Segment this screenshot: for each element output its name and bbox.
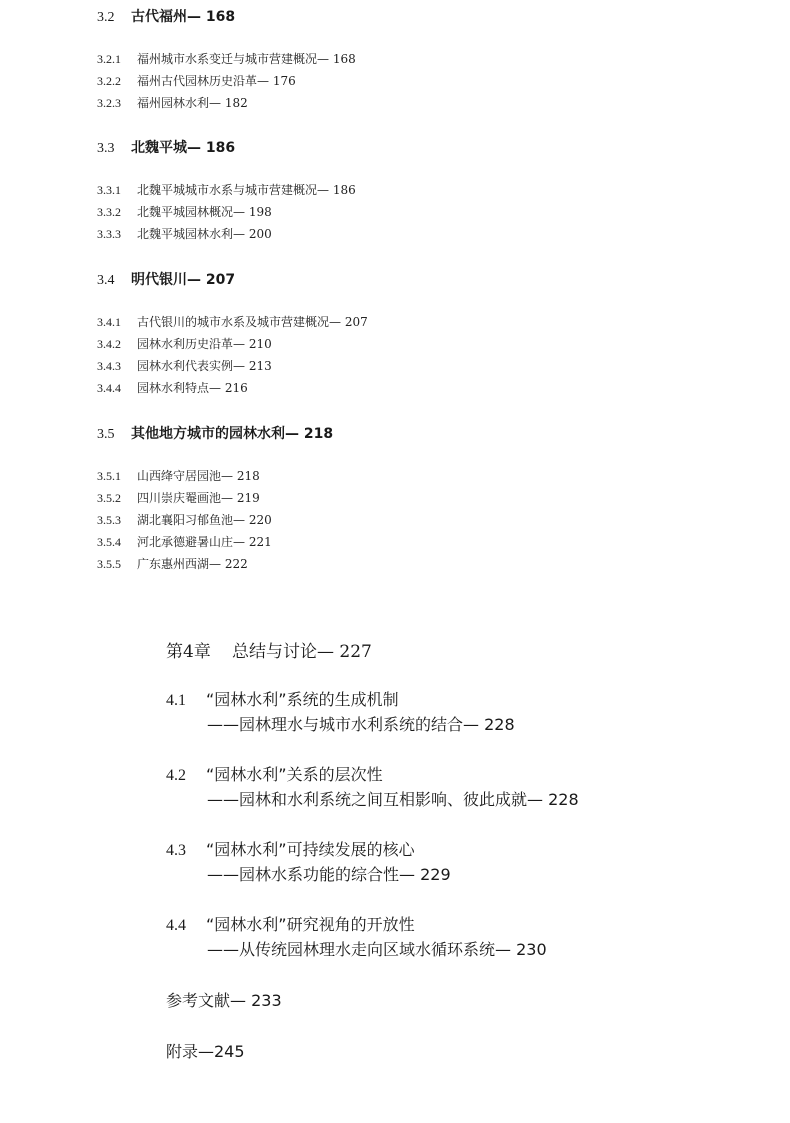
chapter-title: 总结与讨论— 227 <box>232 642 372 662</box>
toc-section-4-2[interactable] <box>166 762 383 785</box>
section-number: 3.5 <box>97 427 115 442</box>
toc-section-3-4[interactable] <box>97 269 235 289</box>
toc-item-3-5-2[interactable] <box>97 489 260 506</box>
toc-section-3-5[interactable] <box>97 423 333 443</box>
item-title: 河北承德避暑山庄— 221 <box>137 535 272 549</box>
item-number: 3.4.2 <box>97 337 121 351</box>
section-title: 其他地方城市的园林水利— 218 <box>131 426 334 442</box>
item-number: 3.5.1 <box>97 469 121 483</box>
item-number: 3.3.3 <box>97 227 121 241</box>
item-title: 广东惠州西湖— 222 <box>137 557 248 571</box>
item-number: 3.3.1 <box>97 183 121 197</box>
item-number: 3.5.3 <box>97 513 121 527</box>
toc-item-3-4-3[interactable] <box>97 357 272 374</box>
section-title: “园林水利”可持续发展的核心 <box>206 840 415 859</box>
item-number: 3.4.4 <box>97 381 121 395</box>
toc-section-4-4-subtitle: ——从传统园林理水走向区域水循环系统— 230 <box>207 940 547 959</box>
section-number: 3.2 <box>97 10 115 25</box>
toc-item-3-5-5[interactable] <box>97 555 248 572</box>
chapter-label: 第4章 <box>166 642 211 662</box>
toc-item-3-4-2[interactable] <box>97 335 272 352</box>
toc-section-4-3-subtitle: ——园林水系功能的综合性— 229 <box>207 865 451 884</box>
toc-item-3-2-3[interactable] <box>97 94 248 111</box>
item-title: 古代银川的城市水系及城市营建概况— 207 <box>137 315 368 329</box>
toc-references[interactable]: 参考文献— 233 <box>166 991 282 1010</box>
toc-item-3-3-1[interactable] <box>97 181 356 198</box>
section-title: “园林水利”系统的生成机制 <box>206 690 399 709</box>
toc-item-3-2-1[interactable] <box>97 50 356 67</box>
toc-section-4-1-subtitle: ——园林理水与城市水利系统的结合— 228 <box>207 715 515 734</box>
item-title: 四川崇庆罨画池— 219 <box>137 491 260 505</box>
item-title: 北魏平城园林水利— 200 <box>137 227 272 241</box>
section-number: 3.4 <box>97 273 115 288</box>
toc-section-4-2-subtitle: ——园林和水利系统之间互相影响、彼此成就— 228 <box>207 790 579 809</box>
section-title: “园林水利”研究视角的开放性 <box>206 915 415 934</box>
toc-section-3-3[interactable] <box>97 137 235 157</box>
toc-item-3-5-4[interactable] <box>97 533 272 550</box>
item-title: 园林水利历史沿革— 210 <box>137 337 272 351</box>
toc-item-3-3-3[interactable] <box>97 225 272 242</box>
toc-item-3-4-4[interactable] <box>97 379 248 396</box>
section-title: “园林水利”关系的层次性 <box>206 765 383 784</box>
toc-item-3-2-2[interactable] <box>97 72 296 89</box>
section-number: 4.3 <box>166 842 186 859</box>
section-number: 4.4 <box>166 917 186 934</box>
section-title: 明代银川— 207 <box>131 272 236 288</box>
item-number: 3.2.3 <box>97 96 121 110</box>
toc-section-3-2[interactable] <box>97 6 235 26</box>
toc-section-4-4[interactable] <box>166 912 415 935</box>
item-number: 3.2.2 <box>97 74 121 88</box>
section-number: 3.3 <box>97 141 115 156</box>
item-number: 3.4.3 <box>97 359 121 373</box>
item-number: 3.3.2 <box>97 205 121 219</box>
item-title: 北魏平城园林概况— 198 <box>137 205 272 219</box>
section-number: 4.2 <box>166 767 186 784</box>
section-title: 古代福州— 168 <box>131 9 236 25</box>
item-number: 3.5.2 <box>97 491 121 505</box>
toc-appendix[interactable]: 附录—245 <box>166 1042 245 1061</box>
item-number: 3.2.1 <box>97 52 121 66</box>
item-number: 3.5.5 <box>97 557 121 571</box>
toc-section-4-1[interactable] <box>166 687 399 710</box>
item-title: 湖北襄阳习郁鱼池— 220 <box>137 513 272 527</box>
toc-item-3-4-1[interactable] <box>97 313 368 330</box>
item-title: 园林水利代表实例— 213 <box>137 359 272 373</box>
toc-item-3-3-2[interactable] <box>97 203 272 220</box>
toc-chapter-4[interactable] <box>166 637 372 662</box>
toc-item-3-5-3[interactable] <box>97 511 272 528</box>
item-number: 3.5.4 <box>97 535 121 549</box>
section-title: 北魏平城— 186 <box>131 140 236 156</box>
item-title: 福州城市水系变迁与城市营建概况— 168 <box>137 52 356 66</box>
item-title: 山西绛守居园池— 218 <box>137 469 260 483</box>
toc-item-3-5-1[interactable] <box>97 467 260 484</box>
item-number: 3.4.1 <box>97 315 121 329</box>
item-title: 北魏平城城市水系与城市营建概况— 186 <box>137 183 356 197</box>
item-title: 福州古代园林历史沿革— 176 <box>137 74 296 88</box>
item-title: 福州园林水利— 182 <box>137 96 248 110</box>
toc-section-4-3[interactable] <box>166 837 415 860</box>
item-title: 园林水利特点— 216 <box>137 381 248 395</box>
section-number: 4.1 <box>166 692 186 709</box>
